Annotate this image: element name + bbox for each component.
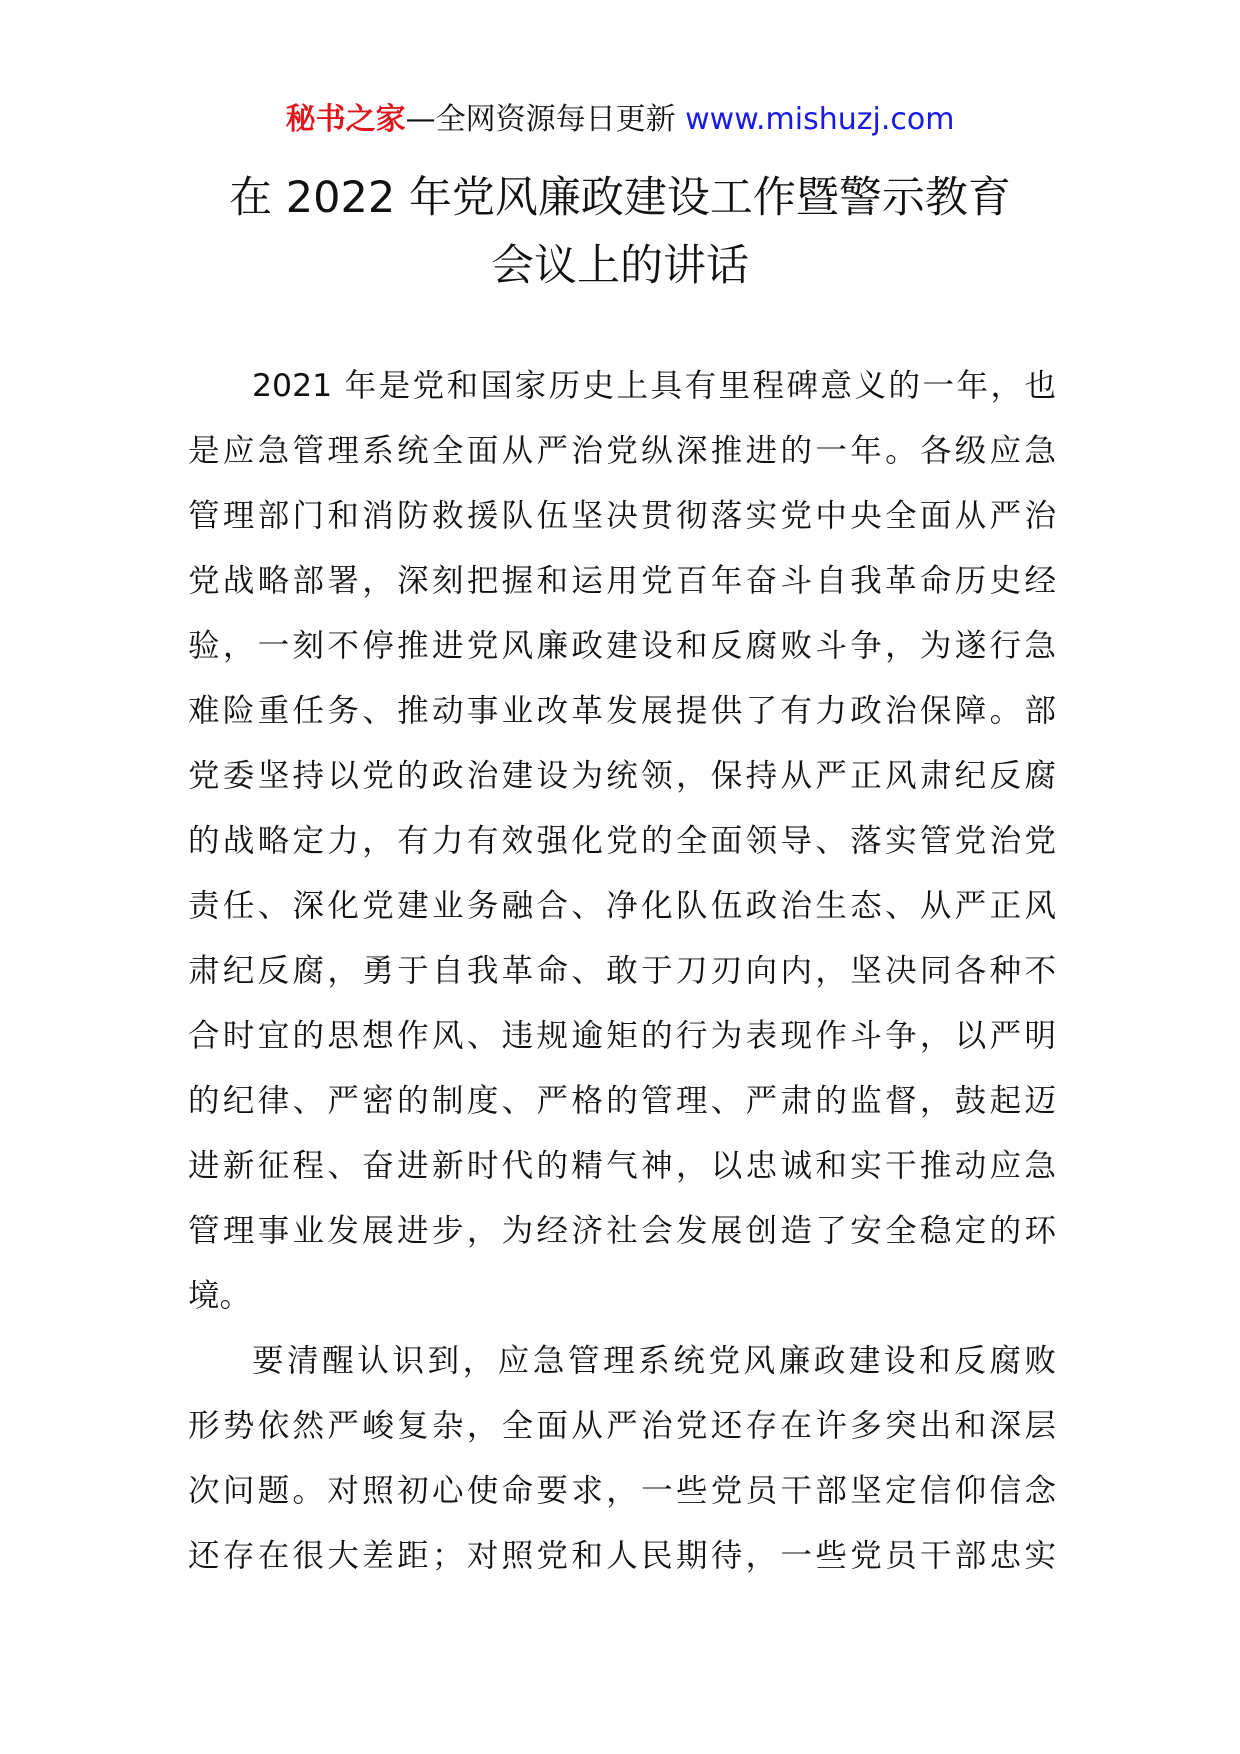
paragraph-2 (188, 1329, 1056, 1589)
brand-name: 秘书之家 (285, 102, 406, 137)
paragraph-line: 2021 年是党和国家历史上具有里程碑意义的一年，也 (252, 368, 1056, 404)
paragraph-line: 党委坚持以党的政治建设为统领，保持从严正风肃纪反腐 (188, 758, 1056, 794)
document-title (0, 164, 1240, 300)
paragraph-line: 肃纪反腐，勇于自我革命、敢于刀刃向内，坚决同各种不 (188, 953, 1056, 989)
paragraph-line: 验，一刻不停推进党风廉政建设和反腐败斗争，为遂行急 (188, 628, 1056, 664)
site-header (0, 100, 1240, 140)
paragraph-line: 进新征程、奋进新时代的精气神，以忠诚和实干推动应急 (188, 1148, 1056, 1184)
document-body (188, 354, 1056, 1589)
paragraph-line: 合时宜的思想作风、违规逾矩的行为表现作斗争，以严明 (188, 1018, 1056, 1054)
site-url-link[interactable]: www.mishuzj.com (685, 102, 955, 137)
paragraph-line: 形势依然严峻复杂，全面从严治党还存在许多突出和深层 (188, 1408, 1056, 1444)
paragraph-1 (188, 354, 1056, 1329)
paragraph-line: 的纪律、严密的制度、严格的管理、严肃的监督，鼓起迈 (188, 1083, 1056, 1119)
paragraph-line: 管理部门和消防救援队伍坚决贯彻落实党中央全面从严治 (188, 498, 1056, 534)
title-line-2: 会议上的讲话 (491, 241, 749, 291)
paragraph-line: 境。 (188, 1278, 252, 1314)
paragraph-line: 次问题。对照初心使命要求，一些党员干部坚定信仰信念 (188, 1473, 1056, 1509)
header-slogan: —全网资源每日更新 (405, 102, 676, 137)
paragraph-line: 是应急管理系统全面从严治党纵深推进的一年。各级应急 (188, 433, 1056, 469)
paragraph-line: 管理事业发展进步，为经济社会发展创造了安全稳定的环 (188, 1213, 1056, 1249)
paragraph-line: 责任、深化党建业务融合、净化队伍政治生态、从严正风 (188, 888, 1056, 924)
paragraph-line: 还存在很大差距；对照党和人民期待，一些党员干部忠实 (188, 1538, 1056, 1574)
paragraph-line: 要清醒认识到，应急管理系统党风廉政建设和反腐败 (252, 1343, 1056, 1379)
paragraph-line: 的战略定力，有力有效强化党的全面领导、落实管党治党 (188, 823, 1056, 859)
paragraph-line: 难险重任务、推动事业改革发展提供了有力政治保障。部 (188, 693, 1056, 729)
title-line-1: 在 2022 年党风廉政建设工作暨警示教育 (229, 173, 1011, 223)
paragraph-line: 党战略部署，深刻把握和运用党百年奋斗自我革命历史经 (188, 563, 1056, 599)
